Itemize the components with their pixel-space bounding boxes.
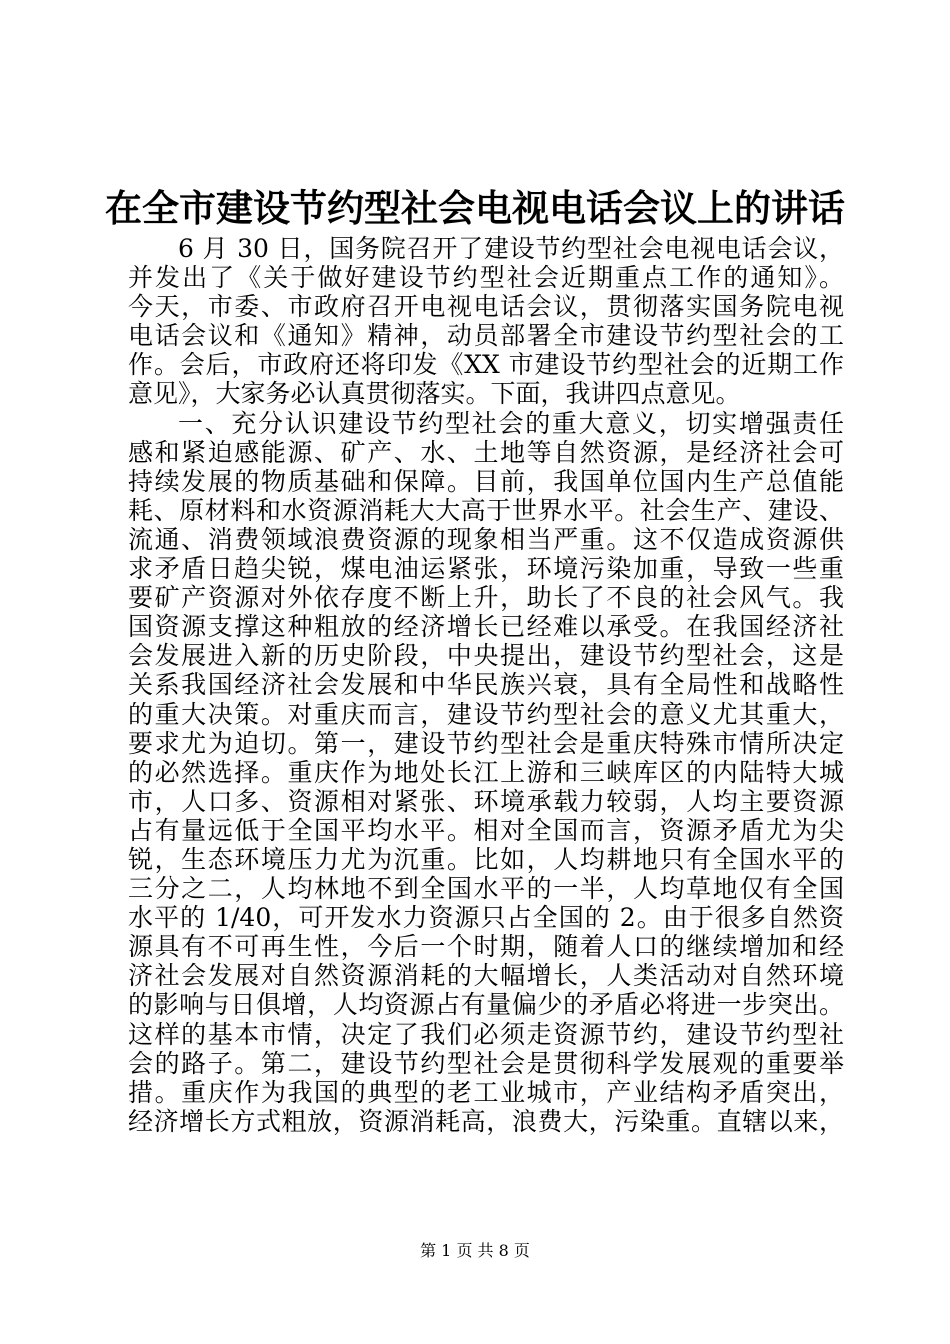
body-line: 一、充分认识建设节约型社会的重大意义，切实增强责任 xyxy=(178,408,844,438)
body-line: 感和紧迫感能源、矿产、水、土地等自然资源，是经济社会可 xyxy=(128,437,844,467)
body-line: 会的路子。第二，建设节约型社会是贯彻科学发展观的重要举 xyxy=(128,1048,844,1078)
body-line: 流通、消费领域浪费资源的现象相当严重。这不仅造成资源供 xyxy=(128,524,844,554)
body-line: 措。重庆作为我国的典型的老工业城市，产业结构矛盾突出， xyxy=(128,1077,844,1107)
body-line: 水平的 1/40，可开发水力资源只占全国的 2。由于很多自然资 xyxy=(128,903,844,933)
body-line: 的重大决策。对重庆而言，建设节约型社会的意义尤其重大， xyxy=(128,699,844,729)
document-body xyxy=(128,234,844,1136)
body-line: 今天，市委、市政府召开电视电话会议，贯彻落实国务院电视 xyxy=(128,292,844,322)
body-line: 源具有不可再生性，今后一个时期，随着人口的继续增加和经 xyxy=(128,932,844,962)
body-line: 会发展进入新的历史阶段，中央提出，建设节约型社会，这是 xyxy=(128,641,844,671)
body-line: 并发出了《关于做好建设节约型社会近期重点工作的通知》。 xyxy=(128,263,844,293)
body-line: 国资源支撑这种粗放的经济增长已经难以承受。在我国经济社 xyxy=(128,612,844,642)
body-line: 求矛盾日趋尖锐，煤电油运紧张，环境污染加重，导致一些重 xyxy=(128,554,844,584)
body-line: 这样的基本市情，决定了我们必须走资源节约，建设节约型社 xyxy=(128,1019,844,1049)
body-line: 经济增长方式粗放，资源消耗高，浪费大，污染重。直辖以来， xyxy=(128,1106,844,1136)
body-line: 的影响与日俱增，人均资源占有量偏少的矛盾必将进一步突出。 xyxy=(128,990,844,1020)
body-line: 占有量远低于全国平均水平。相对全国而言，资源矛盾尤为尖 xyxy=(128,815,844,845)
body-line: 要矿产资源对外依存度不断上升，助长了不良的社会风气。我 xyxy=(128,583,844,613)
page-number-footer: 第 1 页 共 8 页 xyxy=(420,1241,530,1260)
body-line: 锐，生态环境压力尤为沉重。比如，人均耕地只有全国水平的 xyxy=(128,844,844,874)
body-line: 6 月 30 日，国务院召开了建设节约型社会电视电话会议， xyxy=(178,234,844,263)
body-line: 电话会议和《通知》精神，动员部署全市建设节约型社会的工 xyxy=(128,321,844,351)
body-line: 市，人口多、资源相对紧张、环境承载力较弱，人均主要资源 xyxy=(128,786,844,816)
body-line: 持续发展的物质基础和保障。目前，我国单位国内生产总值能 xyxy=(128,466,844,496)
body-line: 要求尤为迫切。第一，建设节约型社会是重庆特殊市情所决定 xyxy=(128,728,844,758)
body-line: 济社会发展对自然资源消耗的大幅增长，人类活动对自然环境 xyxy=(128,961,844,991)
document-title: 在全市建设节约型社会电视电话会议上的讲话 xyxy=(105,186,845,230)
body-line: 作。会后，市政府还将印发《XX 市建设节约型社会的近期工作 xyxy=(128,350,844,380)
body-line: 耗、原材料和水资源消耗大大高于世界水平。社会生产、建设、 xyxy=(128,495,844,525)
body-line: 意见》，大家务必认真贯彻落实。下面，我讲四点意见。 xyxy=(128,379,741,409)
body-line: 关系我国经济社会发展和中华民族兴衰，具有全局性和战略性 xyxy=(128,670,844,700)
body-line: 三分之二，人均林地不到全国水平的一半，人均草地仅有全国 xyxy=(128,874,844,904)
body-line: 的必然选择。重庆作为地处长江上游和三峡库区的内陆特大城 xyxy=(128,757,844,787)
